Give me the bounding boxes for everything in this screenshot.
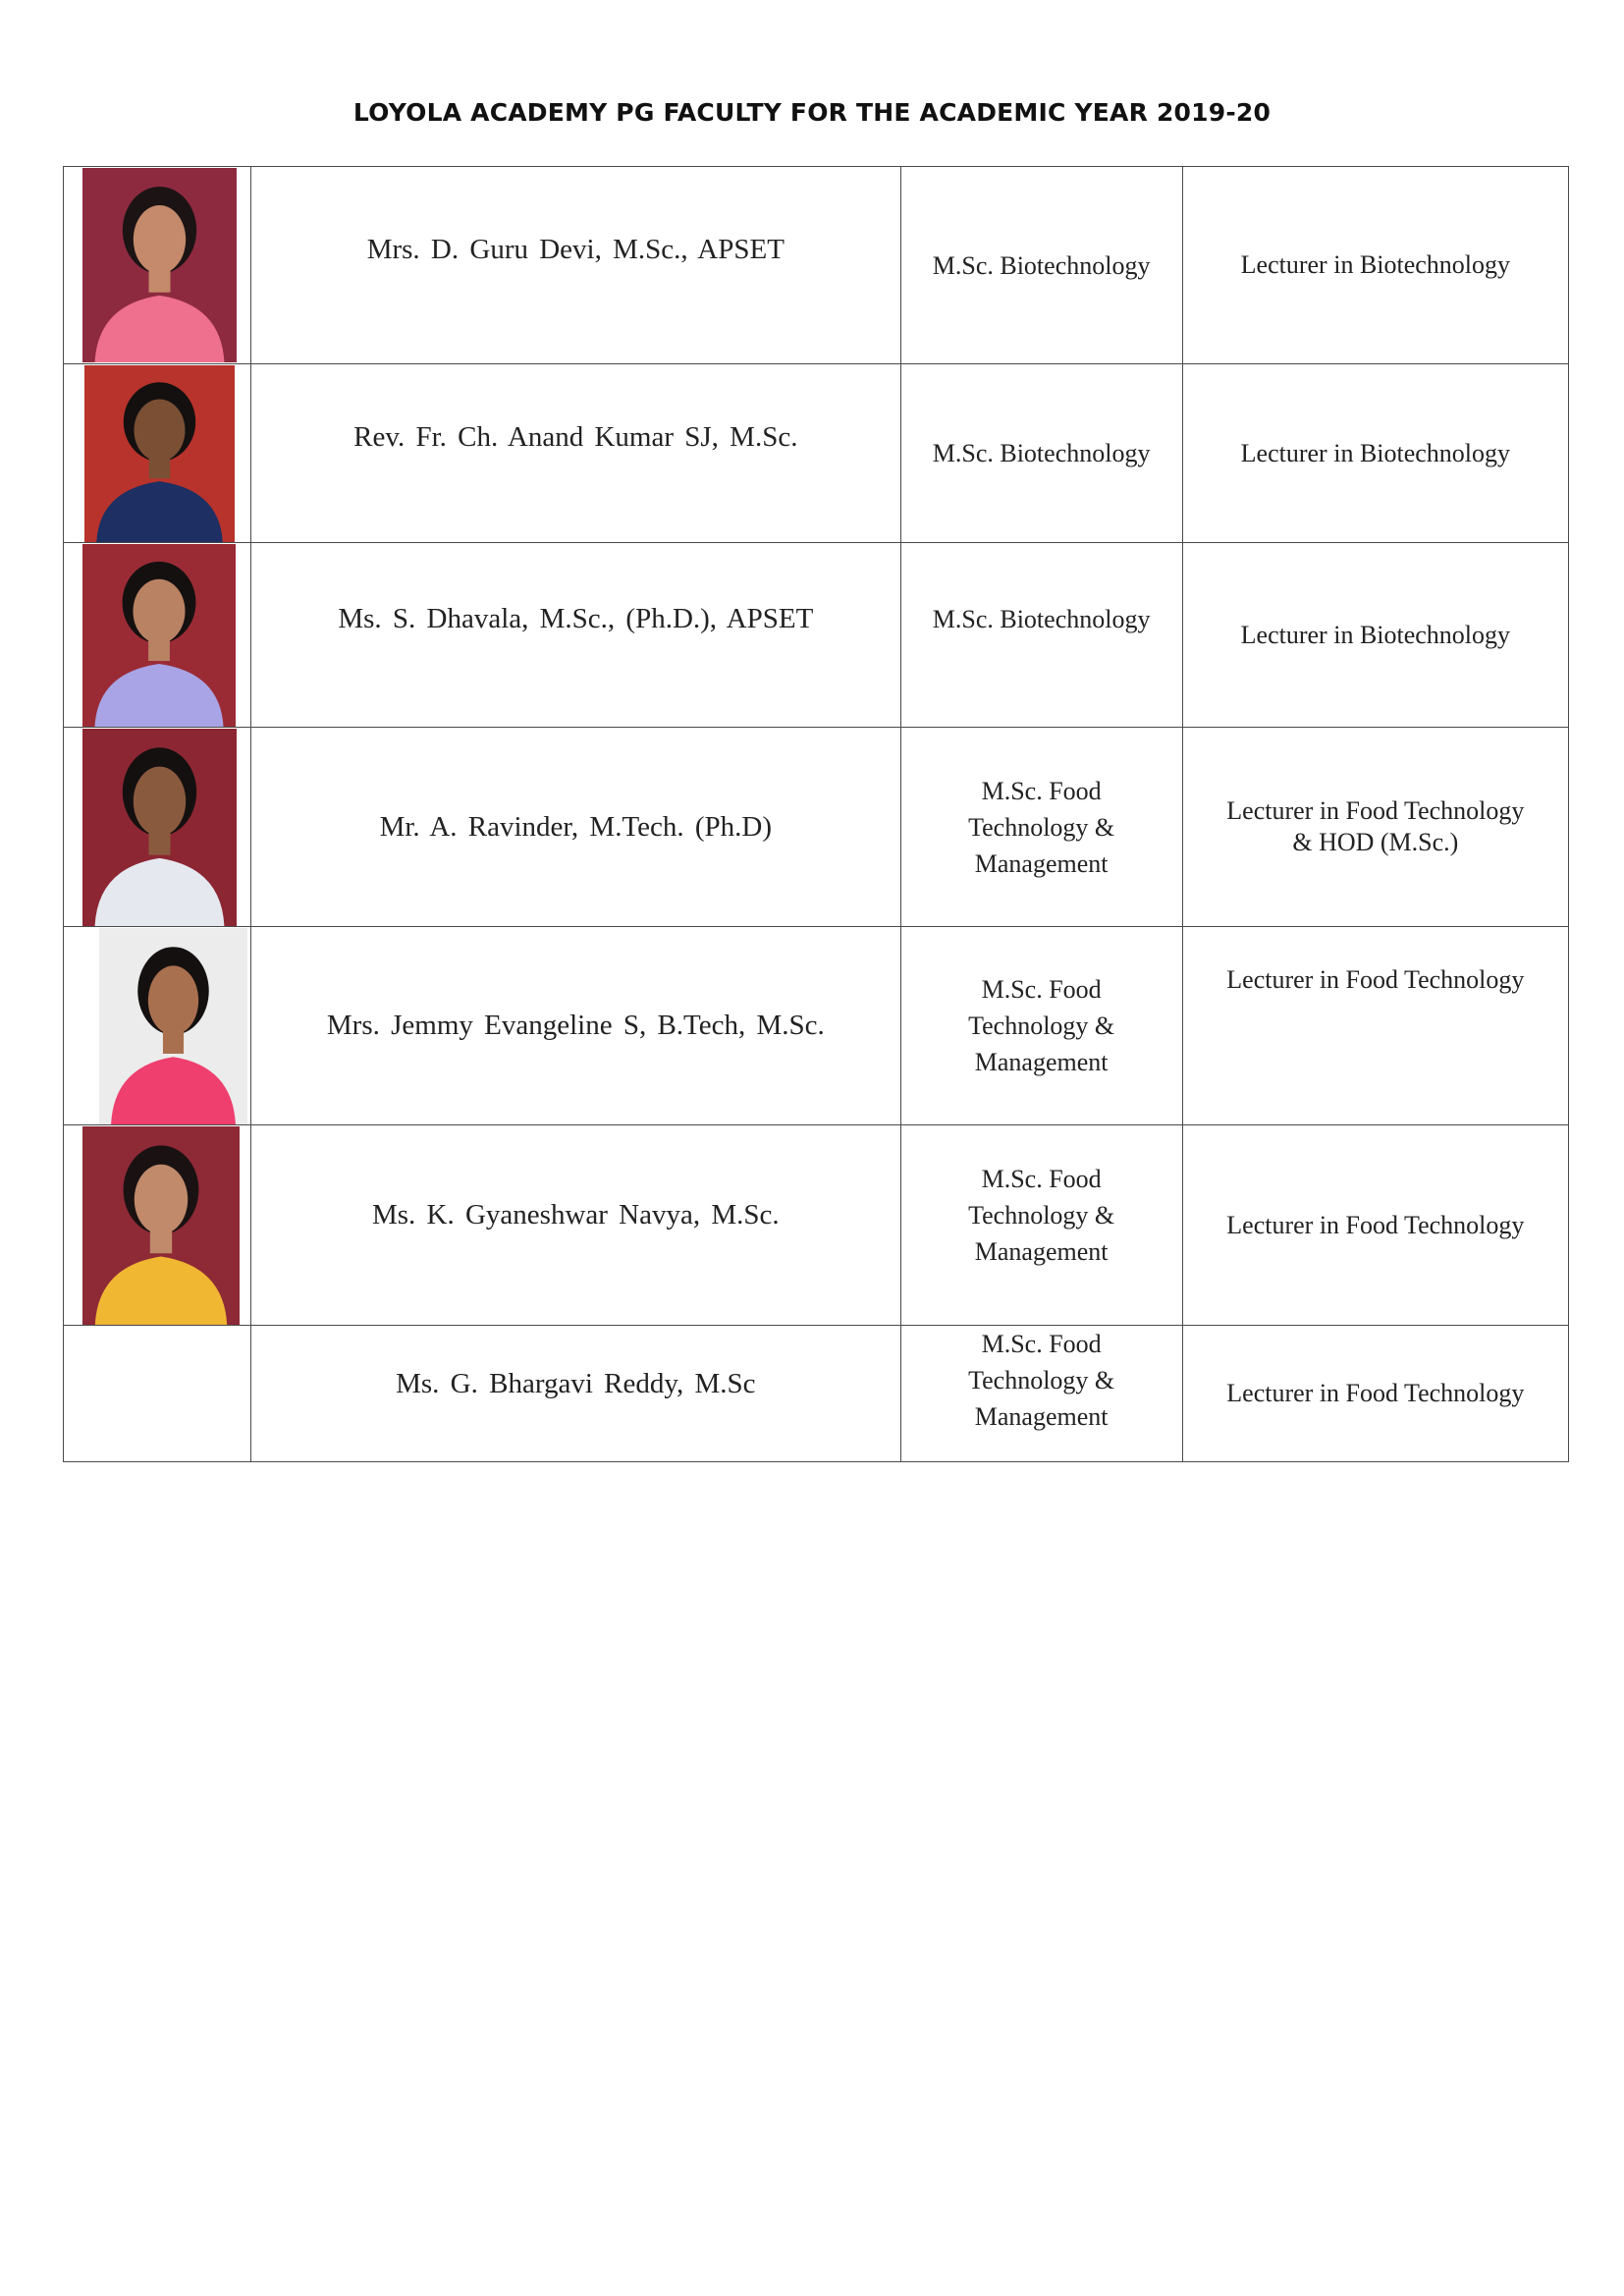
photo-cell bbox=[64, 728, 251, 927]
faculty-photo bbox=[82, 1126, 240, 1325]
course-cell bbox=[900, 728, 1182, 927]
portrait-face bbox=[134, 205, 186, 274]
course-line: Management bbox=[974, 1401, 1109, 1431]
faculty-name: Rev. Fr. Ch. Anand Kumar SJ, M.Sc. bbox=[353, 421, 798, 453]
course-line: M.Sc. Food bbox=[981, 776, 1102, 805]
course-line: Technology & bbox=[968, 1201, 1115, 1230]
portrait-face bbox=[133, 579, 185, 643]
photo-cell bbox=[64, 167, 251, 364]
course-line: M.Sc. Food bbox=[981, 1329, 1102, 1358]
designation-cell bbox=[1182, 167, 1568, 364]
faculty-name: Ms. S. Dhavala, M.Sc., (Ph.D.), APSET bbox=[338, 603, 814, 634]
course-line: M.Sc. Food bbox=[981, 975, 1102, 1004]
faculty-name: Ms. K. Gyaneshwar Navya, M.Sc. bbox=[371, 1199, 780, 1230]
designation-text: Lecturer in Food Technology bbox=[1226, 1379, 1525, 1407]
designation-text: Lecturer in Biotechnology bbox=[1240, 438, 1511, 467]
course-line: Technology & bbox=[968, 1011, 1115, 1040]
faculty-name-cell bbox=[251, 364, 900, 543]
table-row bbox=[64, 1326, 1569, 1462]
designation-cell bbox=[1182, 1125, 1568, 1326]
photo-cell-empty bbox=[64, 1326, 251, 1462]
portrait-image bbox=[82, 729, 237, 926]
faculty-name-cell bbox=[251, 1326, 900, 1462]
course-cell bbox=[900, 167, 1182, 364]
portrait-image bbox=[82, 1126, 240, 1325]
table-row bbox=[64, 364, 1569, 543]
course-line: M.Sc. Food bbox=[981, 1165, 1102, 1193]
faculty-name: Mrs. D. Guru Devi, M.Sc., APSET bbox=[366, 233, 785, 265]
photo-cell bbox=[64, 1125, 251, 1326]
portrait-image bbox=[82, 544, 236, 727]
designation-cell bbox=[1182, 543, 1568, 728]
table-row bbox=[64, 1125, 1569, 1326]
table-row bbox=[64, 167, 1569, 364]
faculty-name-cell bbox=[251, 543, 900, 728]
designation-line: Lecturer in Food Technology bbox=[1226, 796, 1525, 825]
table-row bbox=[64, 543, 1569, 728]
faculty-table bbox=[63, 166, 1569, 1462]
portrait-face bbox=[134, 767, 186, 837]
faculty-photo bbox=[99, 928, 247, 1124]
course-cell bbox=[900, 364, 1182, 543]
faculty-name-cell bbox=[251, 1125, 900, 1326]
photo-cell bbox=[64, 364, 251, 543]
portrait-face bbox=[134, 400, 185, 462]
table-row bbox=[64, 728, 1569, 927]
course-line: Technology & bbox=[968, 1365, 1115, 1394]
portrait-image bbox=[99, 928, 247, 1124]
course-line: Management bbox=[974, 1237, 1109, 1266]
faculty-photo bbox=[82, 168, 237, 362]
faculty-name: Mr. A. Ravinder, M.Tech. (Ph.D) bbox=[379, 810, 773, 843]
designation-line: & HOD (M.Sc.) bbox=[1292, 828, 1459, 856]
designation-text: Lecturer in Biotechnology bbox=[1240, 250, 1511, 279]
portrait-image bbox=[84, 365, 235, 542]
page-title: LOYOLA ACADEMY PG FACULTY FOR THE ACADEMIC YEAR 2019-20 bbox=[352, 98, 1272, 127]
portrait-image bbox=[82, 168, 237, 362]
designation-text: Lecturer in Biotechnology bbox=[1240, 620, 1511, 649]
designation-cell bbox=[1182, 1326, 1568, 1462]
faculty-name-cell bbox=[251, 728, 900, 927]
course-text: M.Sc. Biotechnology bbox=[932, 250, 1151, 280]
faculty-name-cell bbox=[251, 167, 900, 364]
course-text: M.Sc. Biotechnology bbox=[932, 439, 1151, 467]
faculty-photo bbox=[82, 729, 237, 926]
faculty-photo bbox=[82, 544, 236, 727]
course-cell bbox=[900, 1125, 1182, 1326]
designation-cell bbox=[1182, 364, 1568, 543]
course-text: M.Sc. Biotechnology bbox=[932, 605, 1151, 633]
course-line: Technology & bbox=[968, 812, 1115, 842]
portrait-face bbox=[148, 965, 198, 1034]
designation-cell bbox=[1182, 927, 1568, 1125]
portrait-face bbox=[135, 1165, 188, 1234]
faculty-name: Ms. G. Bhargavi Reddy, M.Sc bbox=[396, 1367, 756, 1399]
faculty-name: Mrs. Jemmy Evangeline S, B.Tech, M.Sc. bbox=[326, 1010, 825, 1041]
table-row bbox=[64, 927, 1569, 1125]
faculty-photo bbox=[84, 365, 235, 542]
designation-cell bbox=[1182, 728, 1568, 927]
course-cell bbox=[900, 1326, 1182, 1462]
course-line: Management bbox=[974, 848, 1109, 878]
faculty-name-cell bbox=[251, 927, 900, 1125]
photo-cell bbox=[64, 543, 251, 728]
photo-cell bbox=[64, 927, 251, 1125]
course-cell bbox=[900, 543, 1182, 728]
designation-text: Lecturer in Food Technology bbox=[1226, 965, 1525, 994]
course-cell bbox=[900, 927, 1182, 1125]
designation-text: Lecturer in Food Technology bbox=[1226, 1210, 1525, 1239]
course-line: Management bbox=[974, 1048, 1109, 1076]
